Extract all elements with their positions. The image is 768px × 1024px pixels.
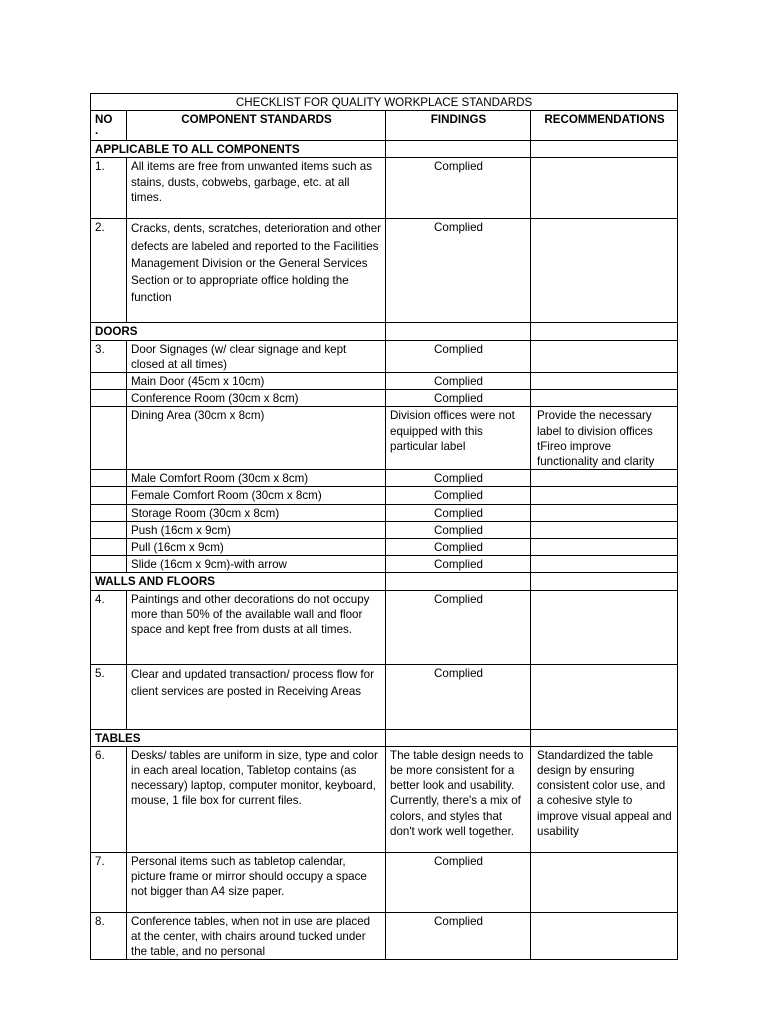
recommendation	[531, 504, 678, 521]
recommendation	[531, 219, 678, 323]
section-row	[91, 141, 678, 158]
component-standard: Door Signages (w/ clear signage and kept closed at all times)	[127, 340, 386, 372]
table-row	[91, 340, 678, 372]
item-number	[91, 407, 127, 470]
finding: The table design needs to be more consistent for a better look and usability. Currently, there's a mix of colors, and styles that don't work well together.	[386, 746, 531, 852]
recommendation	[531, 590, 678, 664]
header-row	[91, 111, 678, 141]
recommendation	[531, 373, 678, 390]
header-recommendations: RECOMMENDATIONS	[531, 111, 678, 141]
table-row	[91, 487, 678, 504]
table-row	[91, 521, 678, 538]
section-row	[91, 323, 678, 340]
recommendation	[531, 521, 678, 538]
component-standard: Desks/ tables are uniform in size, type and color in each areal location, Tabletop contains (as necessary) laptop, computer monitor, keyboard, mouse, 1 file box for current files.	[127, 746, 386, 852]
section-title: WALLS AND FLOORS	[91, 573, 386, 590]
component-standard: Dining Area (30cm x 8cm)	[127, 407, 386, 470]
table-row	[91, 219, 678, 323]
finding: Complied	[386, 852, 531, 912]
finding: Complied	[386, 664, 531, 729]
table-row	[91, 504, 678, 521]
finding: Complied	[386, 219, 531, 323]
recommendation	[531, 852, 678, 912]
recommendation	[531, 487, 678, 504]
finding: Complied	[386, 487, 531, 504]
item-number: 2.	[91, 219, 127, 323]
section-row	[91, 729, 678, 746]
component-standard: Female Comfort Room (30cm x 8cm)	[127, 487, 386, 504]
component-standard: Pull (16cm x 9cm)	[127, 539, 386, 556]
header-findings: FINDINGS	[386, 111, 531, 141]
section-title: APPLICABLE TO ALL COMPONENTS	[91, 141, 386, 158]
table-row	[91, 373, 678, 390]
table-row	[91, 470, 678, 487]
finding: Complied	[386, 504, 531, 521]
table-row	[91, 556, 678, 573]
header-component-standards: COMPONENT STANDARDS	[127, 111, 386, 141]
recommendation	[531, 158, 678, 219]
table-row	[91, 746, 678, 852]
item-number	[91, 521, 127, 538]
recommendation	[531, 470, 678, 487]
recommendation	[531, 390, 678, 407]
item-number	[91, 470, 127, 487]
section-title: TABLES	[91, 729, 386, 746]
component-standard: Cracks, dents, scratches, deterioration and other defects are labeled and reported to the Facilities Management Division or the General Services Section or to appropriate office holding the function	[127, 219, 386, 323]
component-standard: Paintings and other decorations do not occupy more than 50% of the available wall and floor space and kept free from dusts at all times.	[127, 590, 386, 664]
finding: Complied	[386, 539, 531, 556]
finding: Complied	[386, 390, 531, 407]
finding: Complied	[386, 556, 531, 573]
item-number: 7.	[91, 852, 127, 912]
item-number: 5.	[91, 664, 127, 729]
item-number: 4.	[91, 590, 127, 664]
finding: Complied	[386, 340, 531, 372]
finding: Complied	[386, 470, 531, 487]
finding: Complied	[386, 373, 531, 390]
recommendation	[531, 340, 678, 372]
finding: Complied	[386, 912, 531, 960]
finding: Division offices were not equipped with this particular label	[386, 407, 531, 470]
table-row	[91, 407, 678, 470]
table-row	[91, 158, 678, 219]
item-number: 1.	[91, 158, 127, 219]
table-row	[91, 590, 678, 664]
component-standard: Male Comfort Room (30cm x 8cm)	[127, 470, 386, 487]
component-standard: Conference Room (30cm x 8cm)	[127, 390, 386, 407]
component-standard: Conference tables, when not in use are placed at the center, with chairs around tucked under the table, and no personal	[127, 912, 386, 960]
item-number	[91, 390, 127, 407]
item-number: 8.	[91, 912, 127, 960]
finding: Complied	[386, 590, 531, 664]
document-title: CHECKLIST FOR QUALITY WORKPLACE STANDARDS	[91, 94, 678, 111]
component-standard: Push (16cm x 9cm)	[127, 521, 386, 538]
table-row	[91, 539, 678, 556]
finding: Complied	[386, 158, 531, 219]
item-number	[91, 539, 127, 556]
item-number	[91, 487, 127, 504]
section-title: DOORS	[91, 323, 386, 340]
component-standard: All items are free from unwanted items such as stains, dusts, cobwebs, garbage, etc. at all times.	[127, 158, 386, 219]
title-row	[91, 94, 678, 111]
table-row	[91, 390, 678, 407]
header-no: NO .	[91, 111, 127, 141]
finding: Complied	[386, 521, 531, 538]
section-row	[91, 573, 678, 590]
table-row	[91, 664, 678, 729]
recommendation	[531, 539, 678, 556]
item-number: 6.	[91, 746, 127, 852]
item-number	[91, 556, 127, 573]
recommendation: Standardized the table design by ensuring consistent color use, and a cohesive style to improve visual appeal and usability	[531, 746, 678, 852]
recommendation	[531, 912, 678, 960]
component-standard: Clear and updated transaction/ process flow for client services are posted in Receiving Areas	[127, 664, 386, 729]
component-standard: Personal items such as tabletop calendar, picture frame or mirror should occupy a space not bigger than A4 size paper.	[127, 852, 386, 912]
table-row	[91, 912, 678, 960]
table-row	[91, 852, 678, 912]
component-standard: Storage Room (30cm x 8cm)	[127, 504, 386, 521]
item-number	[91, 504, 127, 521]
recommendation	[531, 664, 678, 729]
item-number	[91, 373, 127, 390]
item-number: 3.	[91, 340, 127, 372]
component-standard: Slide (16cm x 9cm)-with arrow	[127, 556, 386, 573]
component-standard: Main Door (45cm x 10cm)	[127, 373, 386, 390]
recommendation	[531, 556, 678, 573]
checklist-table	[90, 93, 678, 960]
recommendation: Provide the necessary label to division offices tFireo improve functionality and clarity	[531, 407, 678, 470]
